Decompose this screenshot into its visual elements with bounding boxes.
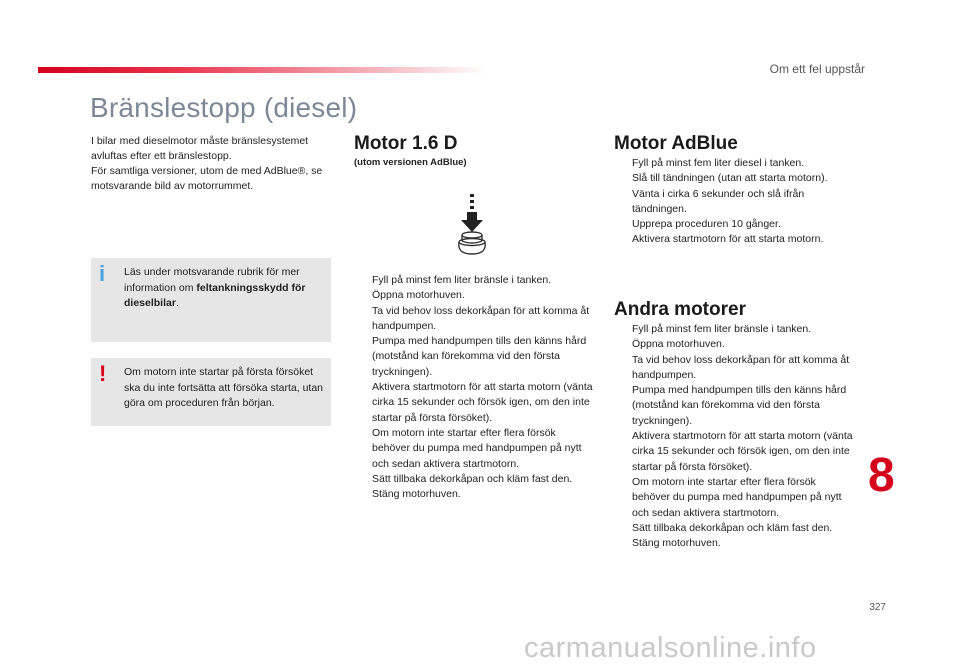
warning-box	[91, 358, 331, 426]
other-engines-steps	[614, 322, 854, 551]
hand-pump-icon	[451, 192, 493, 256]
adblue-title: Motor AdBlue	[614, 133, 738, 154]
list-item: Aktivera startmotorn för att starta motorn (vänta cirka 15 sekunder och försök igen, om den inte startar på första försöket).	[372, 381, 593, 424]
intro-paragraph: För samtliga versioner, utom de med AdBlue®, se motsvarande bild av motorrummet.	[91, 165, 323, 192]
info-text: Läs under motsvarande rubrik för mer information om feltankningsskydd för dieselbilar.	[124, 266, 306, 309]
chapter-number: 8	[868, 449, 895, 502]
intro-paragraph: I bilar med dieselmotor måste bränslesystemet avluftas efter ett bränslestopp.	[91, 135, 309, 162]
list-item: Slå till tändningen (utan att starta motorn).	[632, 172, 828, 185]
adblue-steps	[614, 156, 854, 248]
warning-icon: !	[99, 361, 107, 386]
list-item: Fyll på minst fem liter bränsle i tanken.	[632, 323, 812, 335]
page-title: Bränslestopp (diesel)	[90, 92, 358, 123]
list-item: Sätt tillbaka dekorkåpan och kläm fast den.	[632, 521, 833, 534]
list-item: Fyll på minst fem liter diesel i tanken.	[632, 157, 805, 169]
list-item: Öppna motorhuven.	[632, 338, 725, 351]
motor-16d-note: (utom versionen AdBlue)	[354, 157, 467, 168]
list-item: Fyll på minst fem liter bränsle i tanken.	[372, 274, 552, 286]
list-item: Sätt tillbaka dekorkåpan och kläm fast den.	[372, 472, 573, 485]
info-icon: i	[99, 261, 106, 286]
list-item: Pumpa med handpumpen tills den känns hård (motstånd kan förekomma vid den första tryckningen).	[372, 335, 587, 378]
page-number: 327	[869, 602, 886, 613]
list-item: Om motorn inte startar efter flera försök behöver du pumpa med handpumpen på nytt och sedan aktivera startmotorn.	[632, 475, 842, 519]
motor-16d-title: Motor 1.6 D	[354, 133, 458, 154]
info-box	[91, 258, 331, 342]
list-item: Upprepa proceduren 10 gånger.	[632, 218, 781, 231]
intro-text	[91, 134, 341, 194]
list-item: Om motorn inte startar efter flera försök behöver du pumpa med handpumpen på nytt och sedan aktivera startmotorn.	[372, 426, 582, 470]
list-item: Öppna motorhuven.	[372, 289, 465, 302]
watermark: carmanualsonline.info	[524, 632, 817, 664]
section-title: Om ett fel uppstår	[769, 62, 865, 76]
other-engines-title: Andra motorer	[614, 299, 746, 320]
motor-16d-steps	[354, 273, 594, 502]
list-item: Ta vid behov loss dekorkåpan för att komma åt handpumpen.	[632, 353, 850, 381]
list-item: Aktivera startmotorn för att starta motorn.	[632, 233, 824, 246]
info-text-bold: feltankningsskydd för dieselbilar	[124, 281, 306, 309]
list-item: Stäng motorhuven.	[372, 488, 461, 501]
list-item: Pumpa med handpumpen tills den känns hård (motstånd kan förekomma vid den första tryckningen).	[632, 384, 847, 427]
list-item: Stäng motorhuven.	[632, 537, 721, 550]
list-item: Ta vid behov loss dekorkåpan för att komma åt handpumpen.	[372, 304, 590, 332]
warning-text: Om motorn inte startar på första försöket ska du inte fortsätta att försöka starta, utan göra om proceduren från början.	[124, 366, 324, 409]
header-accent-bar	[38, 67, 488, 73]
list-item: Aktivera startmotorn för att starta motorn (vänta cirka 15 sekunder och försök igen, om den inte startar på första försöket).	[632, 430, 853, 473]
list-item: Vänta i cirka 6 sekunder och slå ifrån tändningen.	[632, 187, 805, 215]
